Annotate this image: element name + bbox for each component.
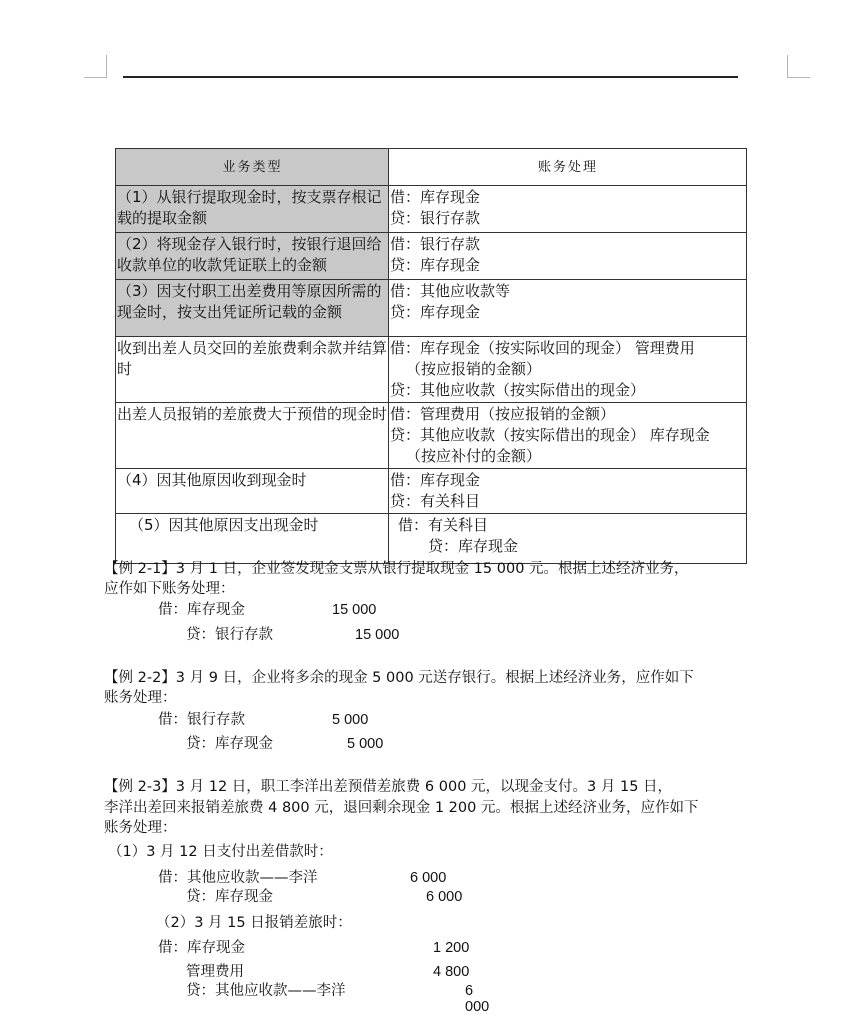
row-type: （4）因其他原因收到现金时 [116,469,389,514]
entry-line: 借：有关科目 [398,516,489,534]
table-row [116,403,747,469]
ex1-debit: 借：库存现金 [158,602,245,618]
table-row [116,469,747,514]
ex3-step-2: （2）3 月 15 日报销差旅时： [156,915,352,931]
entry-line: 借：库存现金 [390,471,481,489]
entry-line: 贷：库存现金 [390,256,481,274]
entry-line: 借：管理费用（按应报销的金额） [390,405,616,423]
ex3-s1-credit-amount: 6 000 [426,889,463,905]
page-corner-mark-top-right [787,55,810,78]
row-entry [389,514,747,564]
ex1-debit-amount: 15 000 [332,602,377,618]
row-type: 出差人员报销的差旅费大于预借的现金时 [116,403,389,469]
entry-line: 贷：其他应收款（按实际借出的现金） [390,381,646,399]
entry-line: 贷：库存现金 [390,303,481,321]
entry-line: 贷：有关科目 [390,492,481,510]
entry-line: 借：其他应收款等 [390,282,511,300]
row-type: 收到出差人员交回的差旅费剩余款并结算时 [116,337,389,403]
ex3-s2-credit-amount-cont: 000 [465,999,490,1015]
example-2-3-text: 【例 2-3】3 月 12 日，职工李洋出差预借差旅费 6 000 元，以现金支付。3 月 15 日， [104,779,673,795]
row-type-text: （5）因其他原因支出现金时 [129,516,319,534]
row-type: （3）因支付职工出差费用等原因所需的现金时，按支出凭证所记载的金额 [116,280,389,337]
ex3-s2-credit-amount: 6 [465,983,474,999]
header-business-type: 业务类型 [116,149,389,186]
row-entry [389,469,747,514]
example-2-1-text-cont: 应作如下账务处理： [104,581,235,597]
row-entry [389,403,747,469]
page-corner-mark-top-left [84,55,107,78]
table-row [116,280,747,337]
example-2-1-text: 【例 2-1】3 月 1 日，企业签发现金支票从银行提取现金 15 000 元。根据上述经济业务， [104,561,689,577]
ex2-credit-amount: 5 000 [347,736,384,752]
business-table [115,148,747,564]
ex1-credit: 贷：银行存款 [186,627,273,643]
row-type: （1）从银行提取现金时，按支票存根记载的提取金额 [116,186,389,233]
row-entry [389,280,747,337]
entry-line: 贷：其他应收款（按实际借出的现金） 库存现金 [390,426,710,444]
table-row [116,233,747,280]
entry-line: 贷：库存现金 [428,537,519,555]
table-header-row [116,149,747,186]
entry-line: 借：银行存款 [390,235,481,253]
header-accounting: 账务处理 [389,149,747,186]
example-2-2-text-cont: 账务处理： [104,690,177,706]
table-row [116,337,747,403]
ex3-s2-debit-2: 管理费用 [186,964,244,980]
row-entry [389,233,747,280]
ex3-s2-debit-2-amount: 4 800 [433,964,470,980]
row-entry [389,337,747,403]
example-2-3-text-cont2: 账务处理： [104,820,177,836]
ex1-credit-amount: 15 000 [355,627,400,643]
ex2-credit: 贷：库存现金 [186,736,273,752]
entry-line: 借：库存现金 [390,188,481,206]
ex3-step-1: （1）3 月 12 日支付出差借款时： [108,844,333,860]
header-rule [123,76,738,78]
row-entry [389,186,747,233]
ex2-debit-amount: 5 000 [332,712,369,728]
example-2-3-text-cont: 李洋出差回来报销差旅费 4 800 元，退回剩余现金 1 200 元。根据上述经济业务，应作如下 [104,800,699,816]
entry-line: 贷：银行存款 [390,209,481,227]
row-type [116,514,389,564]
ex3-s2-debit-amount: 1 200 [433,940,470,956]
entry-line: 借：库存现金（按实际收回的现金） 管理费用 [390,339,695,357]
ex2-debit: 借：银行存款 [158,712,245,728]
example-2-2-text: 【例 2-2】3 月 9 日，企业将多余的现金 5 000 元送存银行。根据上述经济业务，应作如下 [104,670,694,686]
ex3-s2-credit: 贷：其他应收款——李洋 [186,983,346,999]
table-row [116,186,747,233]
ex3-s1-debit: 借：其他应收款——李洋 [158,870,318,886]
row-type: （2）将现金存入银行时，按银行退回给收款单位的收款凭证联上的金额 [116,233,389,280]
ex3-s1-credit: 贷：库存现金 [186,889,273,905]
ex3-s1-debit-amount: 6 000 [410,870,447,886]
entry-line: （按应报销的金额） [406,360,542,378]
entry-line: （按应补付的金额） [406,447,542,465]
ex3-s2-debit: 借：库存现金 [158,940,245,956]
table-row [116,514,747,564]
